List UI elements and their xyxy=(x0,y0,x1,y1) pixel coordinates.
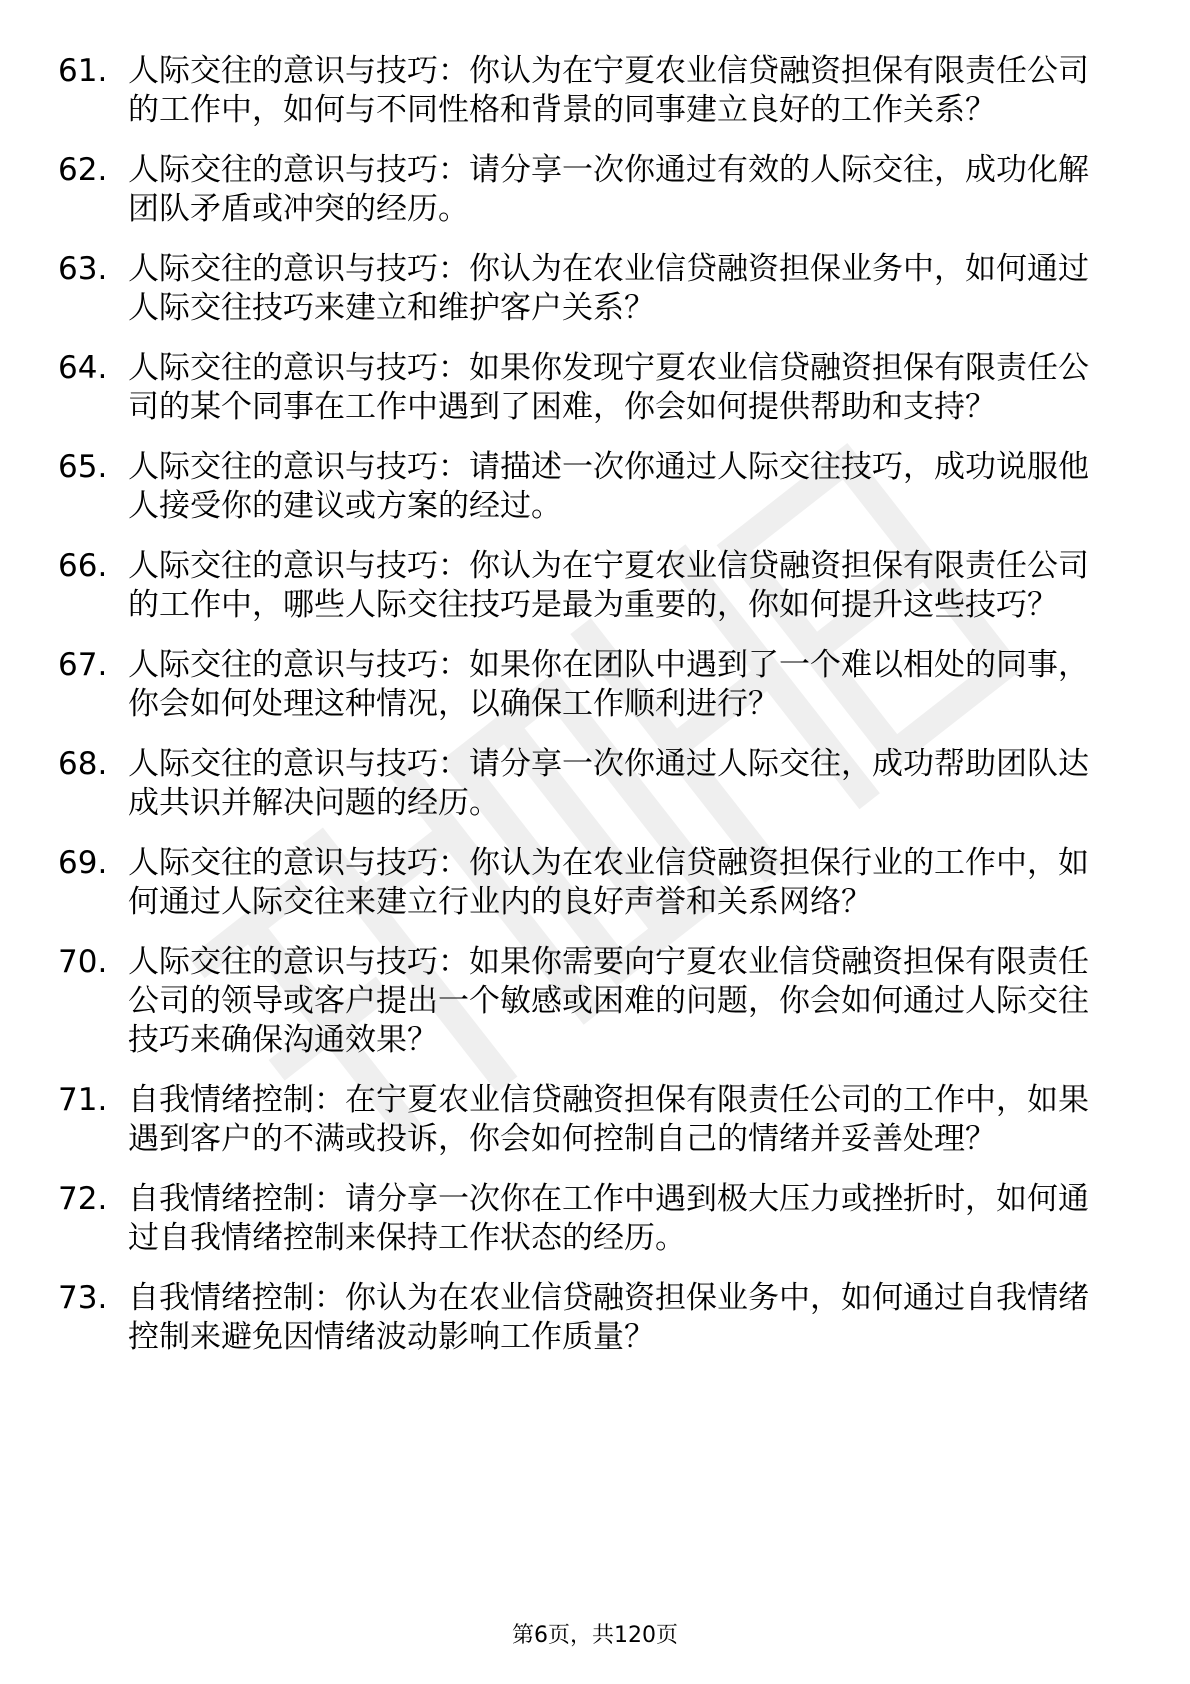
question-item xyxy=(0,448,1190,526)
question-text: 人际交往的意识与技巧：请描述一次你通过人际交往技巧，成功说服他人接受你的建议或方案的经过。 xyxy=(128,449,1089,524)
question-text: 人际交往的意识与技巧：请分享一次你通过人际交往，成功帮助团队达成共识并解决问题的经历。 xyxy=(128,746,1089,821)
question-number: 70. xyxy=(58,944,108,980)
question-item xyxy=(0,745,1190,823)
question-text: 自我情绪控制：你认为在农业信贷融资担保业务中，如何通过自我情绪控制来避免因情绪波动影响工作质量？ xyxy=(128,1280,1089,1355)
question-number: 61. xyxy=(58,53,108,89)
question-number: 69. xyxy=(58,845,108,881)
question-number: 66. xyxy=(58,548,108,584)
question-item xyxy=(0,1081,1190,1159)
question-text: 自我情绪控制：请分享一次你在工作中遇到极大压力或挫折时，如何通过自我情绪控制来保持工作状态的经历。 xyxy=(128,1181,1089,1256)
question-number: 67. xyxy=(58,647,108,683)
question-text: 人际交往的意识与技巧：请分享一次你通过有效的人际交往，成功化解团队矛盾或冲突的经历。 xyxy=(128,152,1089,227)
question-text: 人际交往的意识与技巧：你认为在农业信贷融资担保业务中，如何通过人际交往技巧来建立和维护客户关系？ xyxy=(128,251,1089,326)
question-item xyxy=(0,1279,1190,1357)
question-text: 人际交往的意识与技巧：你认为在宁夏农业信贷融资担保有限责任公司的工作中，哪些人际交往技巧是最为重要的，你如何提升这些技巧？ xyxy=(128,548,1089,623)
question-text: 人际交往的意识与技巧：如果你在团队中遇到了一个难以相处的同事，你会如何处理这种情况，以确保工作顺利进行？ xyxy=(128,647,1089,722)
question-text: 人际交往的意识与技巧：你认为在宁夏农业信贷融资担保有限责任公司的工作中，如何与不同性格和背景的同事建立良好的工作关系？ xyxy=(128,53,1089,128)
question-number: 72. xyxy=(58,1181,108,1217)
question-number: 71. xyxy=(58,1082,108,1118)
question-text: 人际交往的意识与技巧：如果你需要向宁夏农业信贷融资担保有限责任公司的领导或客户提出一个敏感或困难的问题，你会如何通过人际交往技巧来确保沟通效果？ xyxy=(128,944,1089,1058)
question-item xyxy=(0,349,1190,427)
question-number: 73. xyxy=(58,1280,108,1316)
question-text: 自我情绪控制：在宁夏农业信贷融资担保有限责任公司的工作中，如果遇到客户的不满或投诉，你会如何控制自己的情绪并妥善处理？ xyxy=(128,1082,1089,1157)
question-item xyxy=(0,943,1190,1060)
question-item xyxy=(0,52,1190,130)
question-item xyxy=(0,1180,1190,1258)
question-number: 62. xyxy=(58,152,108,188)
question-item xyxy=(0,547,1190,625)
question-item xyxy=(0,151,1190,229)
question-text: 人际交往的意识与技巧：你认为在农业信贷融资担保行业的工作中，如何通过人际交往来建立行业内的良好声誉和关系网络？ xyxy=(128,845,1089,920)
question-item xyxy=(0,250,1190,328)
question-number: 65. xyxy=(58,449,108,485)
question-number: 68. xyxy=(58,746,108,782)
question-text: 人际交往的意识与技巧：如果你发现宁夏农业信贷融资担保有限责任公司的某个同事在工作中遇到了困难，你会如何提供帮助和支持？ xyxy=(128,350,1089,425)
question-number: 63. xyxy=(58,251,108,287)
question-item xyxy=(0,646,1190,724)
page-footer: 第6页，共120页 xyxy=(512,1623,678,1648)
question-item xyxy=(0,844,1190,922)
question-number: 64. xyxy=(58,350,108,386)
question-list xyxy=(0,52,1190,1378)
